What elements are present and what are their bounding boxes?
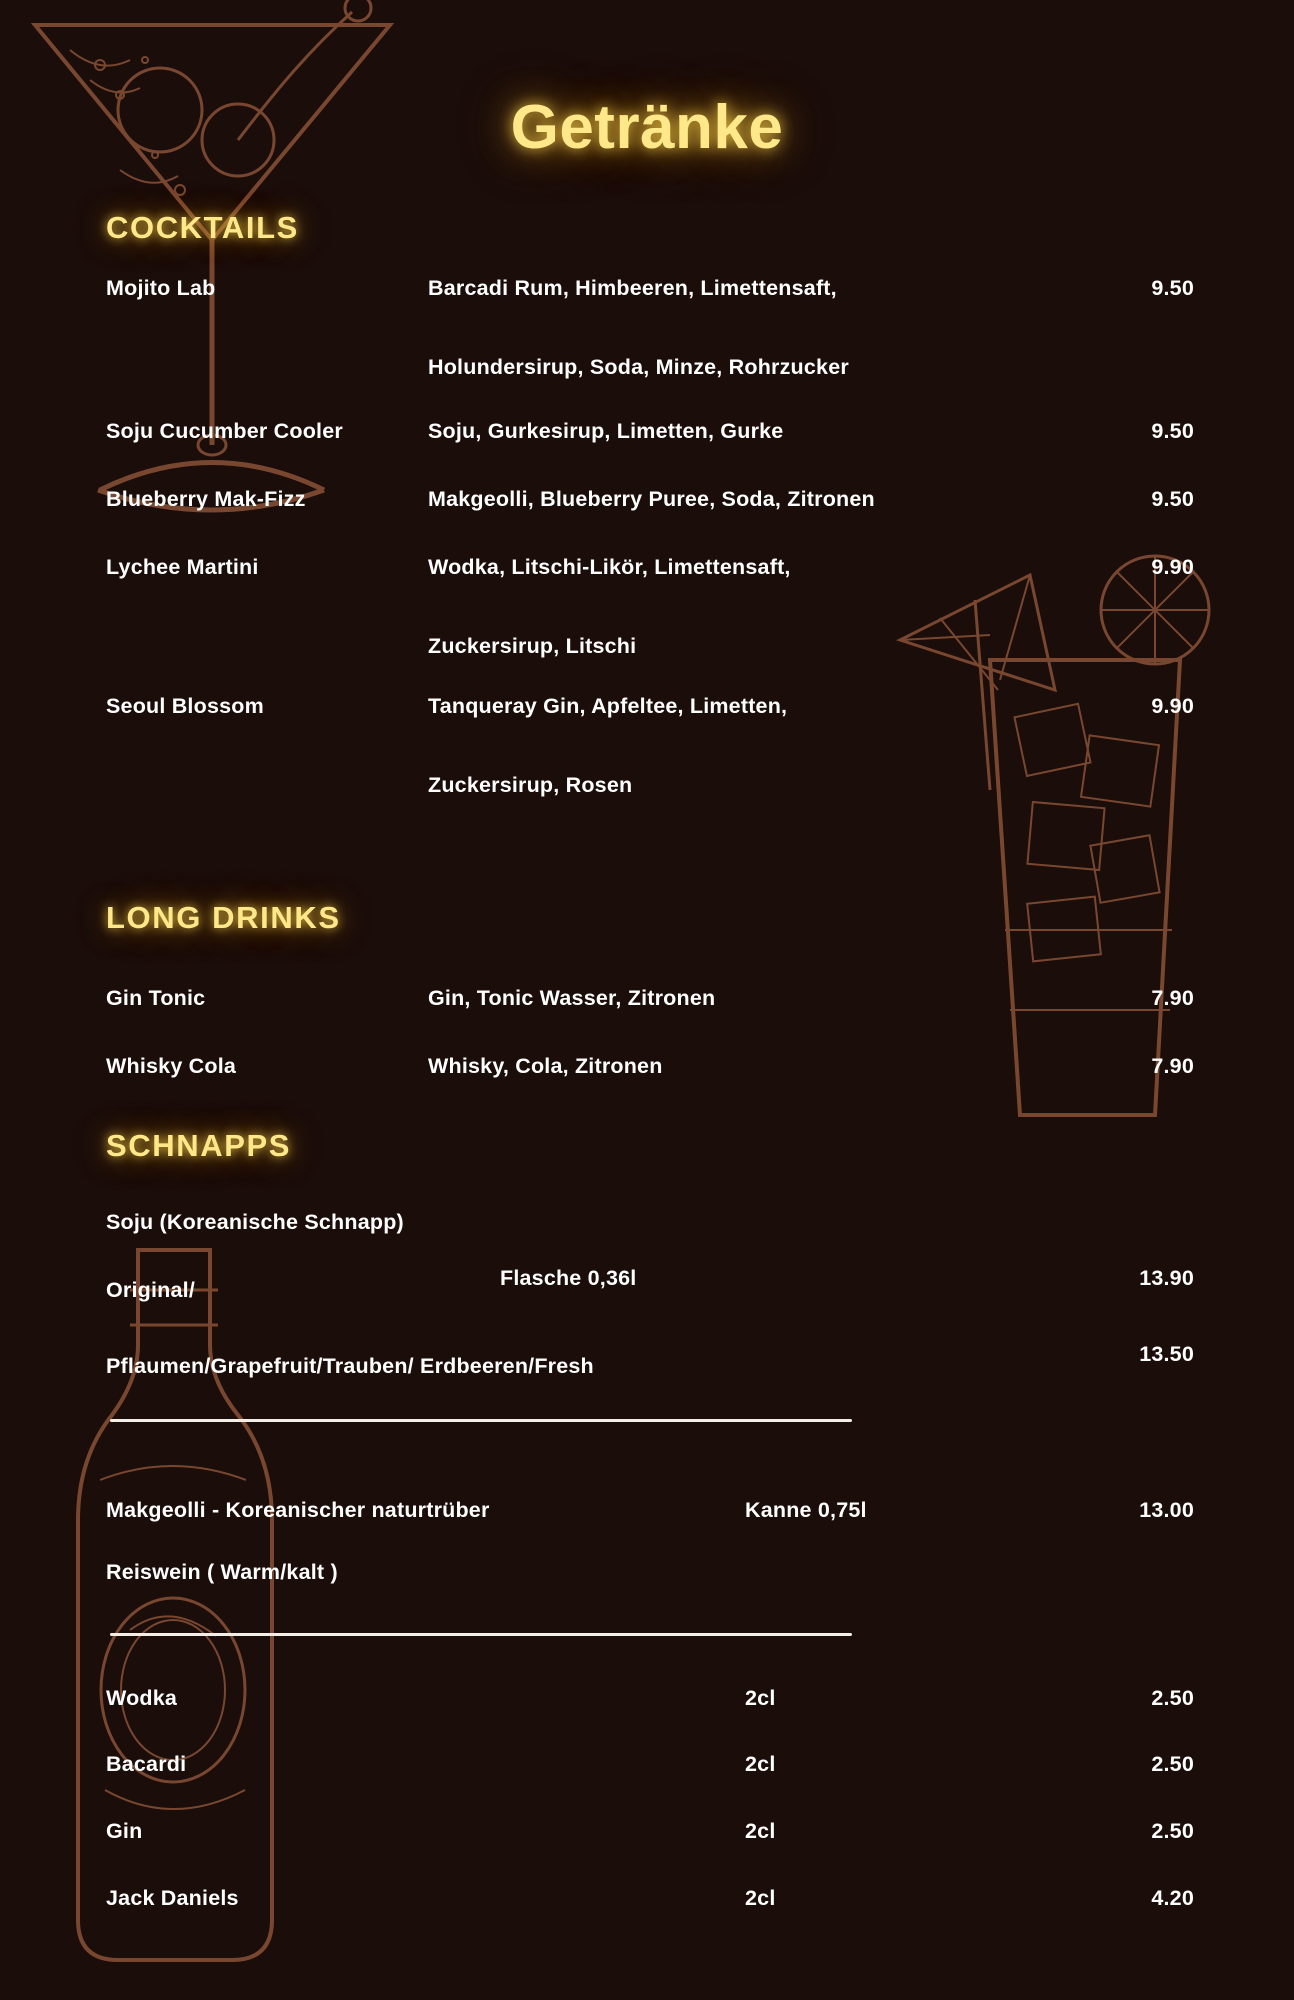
item-description: Tanqueray Gin, Apfeltee, Limetten,: [428, 694, 788, 718]
divider: [110, 1633, 852, 1636]
item-name: Gin Tonic: [106, 986, 206, 1010]
item-description-line2: Holundersirup, Soda, Minze, Rohrzucker: [428, 355, 849, 379]
item-price: 13.50: [1139, 1342, 1194, 1366]
bottle-illustration: [10, 1230, 330, 1990]
item-price: 2.50: [1151, 1819, 1194, 1843]
section-heading-schnapps: SCHNAPPS: [106, 1128, 292, 1163]
soju-group-label: Soju (Koreanische Schnapp): [106, 1210, 404, 1234]
item-price: 13.00: [1139, 1498, 1194, 1522]
item-price: 2.50: [1151, 1686, 1194, 1710]
item-description-line2: Zuckersirup, Litschi: [428, 634, 637, 658]
item-price: 9.50: [1151, 419, 1194, 443]
item-name: Original/: [106, 1278, 196, 1302]
item-description: Whisky, Cola, Zitronen: [428, 1054, 663, 1078]
item-price: 7.90: [1151, 986, 1194, 1010]
item-description-line2: Zuckersirup, Rosen: [428, 773, 633, 797]
item-size: 2cl: [745, 1686, 776, 1710]
item-name: Lychee Martini: [106, 555, 259, 579]
item-description: Barcadi Rum, Himbeeren, Limettensaft,: [428, 276, 837, 300]
item-description: Gin, Tonic Wasser, Zitronen: [428, 986, 716, 1010]
item-size: 2cl: [745, 1886, 776, 1910]
item-name: Bacardi: [106, 1752, 187, 1776]
item-price: 9.50: [1151, 276, 1194, 300]
item-price: 13.90: [1139, 1266, 1194, 1290]
item-name: Makgeolli - Koreanischer naturtrüber: [106, 1498, 490, 1522]
item-name: Whisky Cola: [106, 1054, 237, 1078]
item-size: 2cl: [745, 1752, 776, 1776]
item-description: Makgeolli, Blueberry Puree, Soda, Zitronen: [428, 487, 875, 511]
item-name: Mojito Lab: [106, 276, 216, 300]
item-price: 9.90: [1151, 694, 1194, 718]
section-heading-cocktails: COCKTAILS: [106, 210, 299, 245]
martini-glass-illustration: [0, 0, 450, 550]
item-price: 4.20: [1151, 1886, 1194, 1910]
item-name: Gin: [106, 1819, 143, 1843]
page-title: Getränke: [510, 93, 784, 162]
item-name: Jack Daniels: [106, 1886, 239, 1910]
divider: [110, 1419, 852, 1422]
item-name: Seoul Blossom: [106, 694, 264, 718]
section-heading-long-drinks: LONG DRINKS: [106, 900, 341, 935]
item-name-line2: Reiswein ( Warm/kalt ): [106, 1560, 338, 1584]
item-description: Wodka, Litschi-Likör, Limettensaft,: [428, 555, 791, 579]
item-size: Kanne 0,75l: [745, 1498, 867, 1522]
item-name: Soju Cucumber Cooler: [106, 419, 343, 443]
item-description: Soju, Gurkesirup, Limetten, Gurke: [428, 419, 784, 443]
item-size: Flasche 0,36l: [500, 1266, 637, 1290]
item-size: 2cl: [745, 1819, 776, 1843]
item-price: 7.90: [1151, 1054, 1194, 1078]
item-price: 9.50: [1151, 487, 1194, 511]
item-price: 2.50: [1151, 1752, 1194, 1776]
item-name: Wodka: [106, 1686, 178, 1710]
item-name: Pflaumen/Grapefruit/Trauben/ Erdbeeren/Fresh: [106, 1354, 594, 1378]
item-name: Blueberry Mak-Fizz: [106, 487, 306, 511]
item-price: 9.90: [1151, 555, 1194, 579]
